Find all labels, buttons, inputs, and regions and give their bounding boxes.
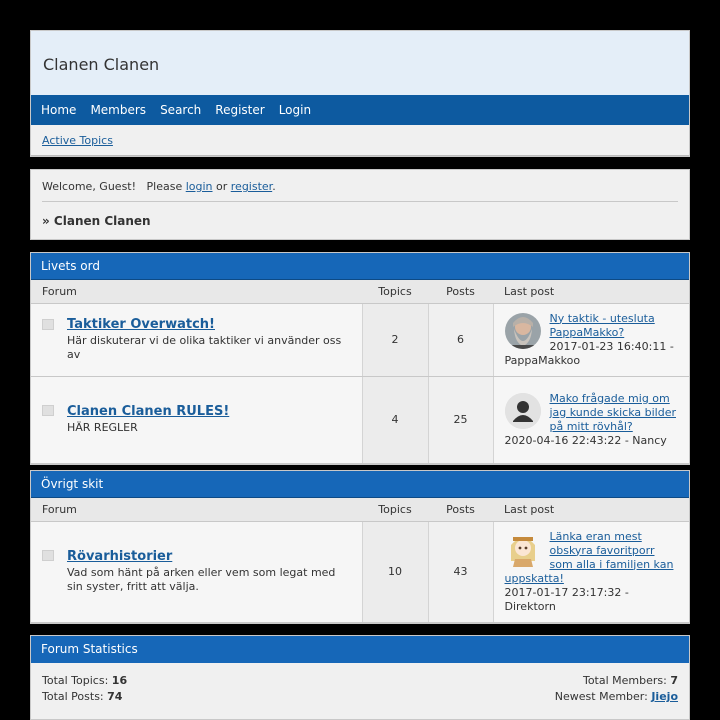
col-posts: Posts bbox=[428, 498, 493, 521]
forum-read-icon bbox=[42, 405, 54, 416]
total-posts-label: Total Posts: bbox=[42, 690, 108, 703]
welcome-box bbox=[30, 169, 690, 240]
welcome-message bbox=[42, 180, 678, 202]
breadcrumb: » Clanen Clanen bbox=[42, 214, 151, 228]
welcome-suffix: . bbox=[272, 180, 276, 193]
nav-home-link[interactable]: Home bbox=[41, 103, 77, 117]
board-header bbox=[30, 30, 690, 157]
category-ovrigt-skit bbox=[30, 470, 690, 624]
table-header-row bbox=[31, 280, 689, 303]
nav-register-link[interactable]: Register bbox=[215, 103, 265, 117]
forum-description: Vad som hänt på arken eller vem som legat med sin syster, fritt att välja. bbox=[67, 566, 336, 593]
last-post-meta: 2017-01-23 16:40:11 - PappaMakkoo bbox=[504, 339, 674, 367]
forum-description: HÄR REGLER bbox=[67, 421, 138, 434]
anime-girl-avatar[interactable] bbox=[505, 531, 541, 567]
table-header-row bbox=[31, 498, 689, 521]
last-post-link[interactable]: Länka eran mest obskyra favoritporr som alla i familjen kan uppskatta! bbox=[504, 529, 674, 585]
forum-cell bbox=[31, 376, 362, 463]
total-posts bbox=[42, 690, 122, 703]
last-post-cell bbox=[493, 303, 689, 376]
forum-link[interactable]: Clanen Clanen RULES! bbox=[67, 404, 230, 419]
category-title[interactable]: Övrigt skit bbox=[31, 471, 689, 498]
col-forum: Forum bbox=[31, 498, 362, 521]
forum-posts-count: 25 bbox=[428, 376, 493, 463]
forum-topics-count: 10 bbox=[362, 521, 428, 622]
nav-members-link[interactable]: Members bbox=[90, 103, 147, 117]
sub-nav bbox=[31, 125, 689, 156]
welcome-or: or bbox=[212, 180, 231, 193]
forum-description: Här diskuterar vi de olika taktiker vi använder oss av bbox=[67, 334, 342, 361]
total-topics bbox=[42, 674, 127, 687]
forum-table bbox=[31, 498, 689, 623]
last-post-link[interactable]: Mako frågade mig om jag kunde skicka bilder på mitt rövhål? bbox=[549, 391, 676, 433]
main-nav bbox=[31, 95, 689, 125]
total-members-label: Total Members: bbox=[582, 674, 671, 687]
register-link[interactable]: register bbox=[230, 180, 273, 193]
last-post-cell bbox=[493, 376, 689, 463]
newest-member-link[interactable]: Jiejo bbox=[651, 690, 678, 703]
forum-link[interactable]: Taktiker Overwatch! bbox=[67, 317, 215, 332]
last-post-meta: 2017-01-17 23:17:32 - Direktorn bbox=[504, 585, 629, 613]
forum-statistics bbox=[30, 635, 690, 720]
total-topics-label: Total Topics: bbox=[42, 674, 112, 687]
active-topics-link[interactable]: Active Topics bbox=[42, 134, 113, 147]
total-members bbox=[583, 674, 678, 687]
forum-cell bbox=[31, 303, 362, 376]
stats-title: Forum Statistics bbox=[31, 636, 689, 663]
forum-table bbox=[31, 280, 689, 464]
col-topics: Topics bbox=[362, 498, 428, 521]
login-link[interactable]: login bbox=[185, 180, 213, 193]
forum-posts-count: 43 bbox=[428, 521, 493, 622]
nav-search-link[interactable]: Search bbox=[160, 103, 202, 117]
forum-topics-count: 4 bbox=[362, 376, 428, 463]
bearded-man-avatar[interactable] bbox=[505, 313, 541, 349]
forum-cell bbox=[31, 521, 362, 622]
forum-row bbox=[31, 303, 689, 376]
forum-posts-count: 6 bbox=[428, 303, 493, 376]
newest-member-label: Newest Member: bbox=[554, 690, 652, 703]
total-members-value: 7 bbox=[670, 674, 678, 687]
total-topics-value: 16 bbox=[111, 674, 128, 687]
last-post-link[interactable]: Ny taktik - utesluta PappaMakko? bbox=[549, 311, 655, 339]
col-topics: Topics bbox=[362, 280, 428, 303]
newest-member bbox=[555, 690, 678, 703]
forum-row bbox=[31, 521, 689, 622]
category-title[interactable]: Livets ord bbox=[31, 253, 689, 280]
category-livets-ord bbox=[30, 252, 690, 465]
forum-link[interactable]: Rövarhistorier bbox=[67, 549, 173, 564]
last-post-meta: 2020-04-16 22:43:22 - Nancy bbox=[504, 433, 667, 447]
total-posts-value: 74 bbox=[107, 690, 123, 703]
col-forum: Forum bbox=[31, 280, 362, 303]
col-last-post: Last post bbox=[493, 280, 689, 303]
board-title[interactable]: Clanen Clanen bbox=[31, 31, 689, 95]
forum-topics-count: 2 bbox=[362, 303, 428, 376]
welcome-prefix: Welcome, Guest! Please bbox=[42, 180, 186, 193]
nav-login-link[interactable]: Login bbox=[278, 103, 312, 117]
default-user-avatar[interactable] bbox=[505, 393, 541, 429]
col-last-post: Last post bbox=[493, 498, 689, 521]
forum-row bbox=[31, 376, 689, 463]
last-post-cell bbox=[493, 521, 689, 622]
forum-read-icon bbox=[42, 550, 54, 561]
col-posts: Posts bbox=[428, 280, 493, 303]
forum-read-icon bbox=[42, 319, 54, 330]
